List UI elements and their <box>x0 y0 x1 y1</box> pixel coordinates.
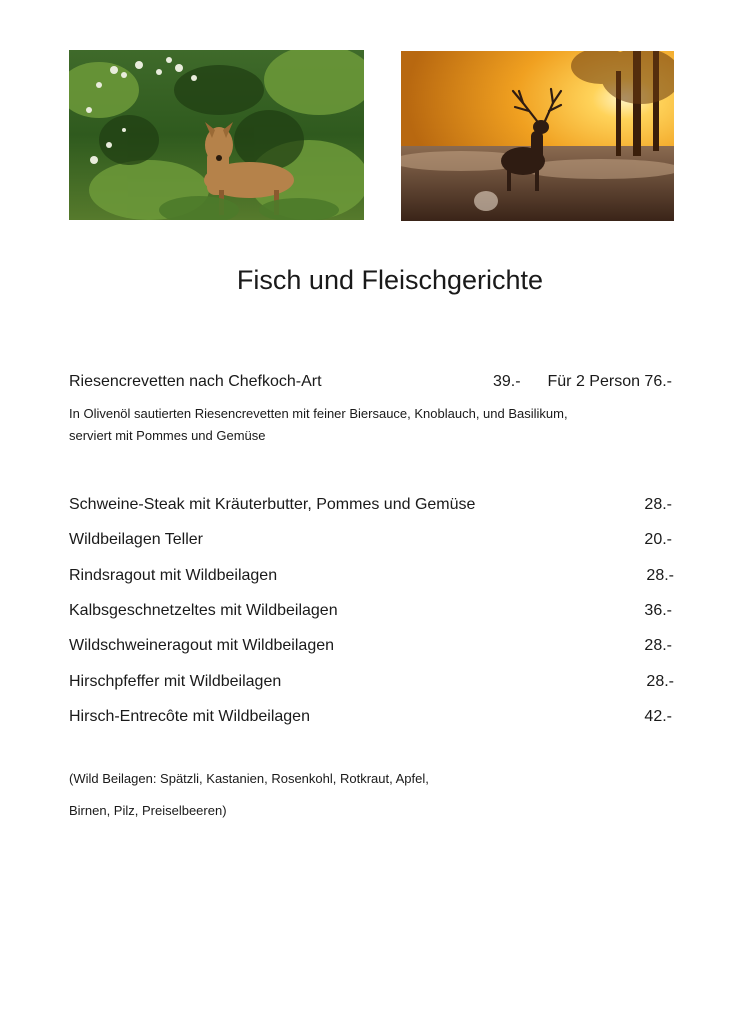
dish-name: Kalbsgeschnetzeltes mit Wildbeilagen <box>69 602 338 619</box>
dish-price: 28.- <box>644 496 672 513</box>
page-title: Fisch und Fleischgerichte <box>236 265 544 295</box>
dish-price: 42.- <box>644 708 672 725</box>
dish-price: 28.- <box>644 637 672 654</box>
description-line: serviert mit Pommes und Gemüse <box>69 428 266 443</box>
dish-name: Schweine-Steak mit Kräuterbutter, Pommes und Gemüse <box>69 496 476 513</box>
side-dish-note: Birnen, Pilz, Preiselbeeren) <box>69 803 227 818</box>
dish-price: 28.- <box>646 567 674 584</box>
description-line: In Olivenöl sautierten Riesencrevetten mit feiner Biersauce, Knoblauch, und Basilikum, <box>69 406 568 421</box>
dish-name: Wildbeilagen Teller <box>69 531 203 548</box>
side-dish-note: (Wild Beilagen: Spätzli, Kastanien, Rosenkohl, Rotkraut, Apfel, <box>69 771 429 786</box>
dish-name: Rindsragout mit Wildbeilagen <box>69 567 278 584</box>
dish-name: Hirsch-Entrecôte mit Wildbeilagen <box>69 708 310 725</box>
dish-price: 39.- <box>493 373 521 390</box>
roe-deer-photo <box>69 50 364 220</box>
dish-price-two-persons: Für 2 Person 76.- <box>547 373 672 390</box>
dish-name: Hirschpfeffer mit Wildbeilagen <box>69 673 282 690</box>
stag-sunrise-photo <box>401 51 674 221</box>
dish-price: 20.- <box>644 531 672 548</box>
dish-name: Wildschweineragout mit Wildbeilagen <box>69 637 335 654</box>
dish-price: 36.- <box>644 602 672 619</box>
dish-price: 28.- <box>646 673 674 690</box>
dish-name: Riesencrevetten nach Chefkoch-Art <box>69 373 322 390</box>
featured-dish-description <box>69 403 669 447</box>
